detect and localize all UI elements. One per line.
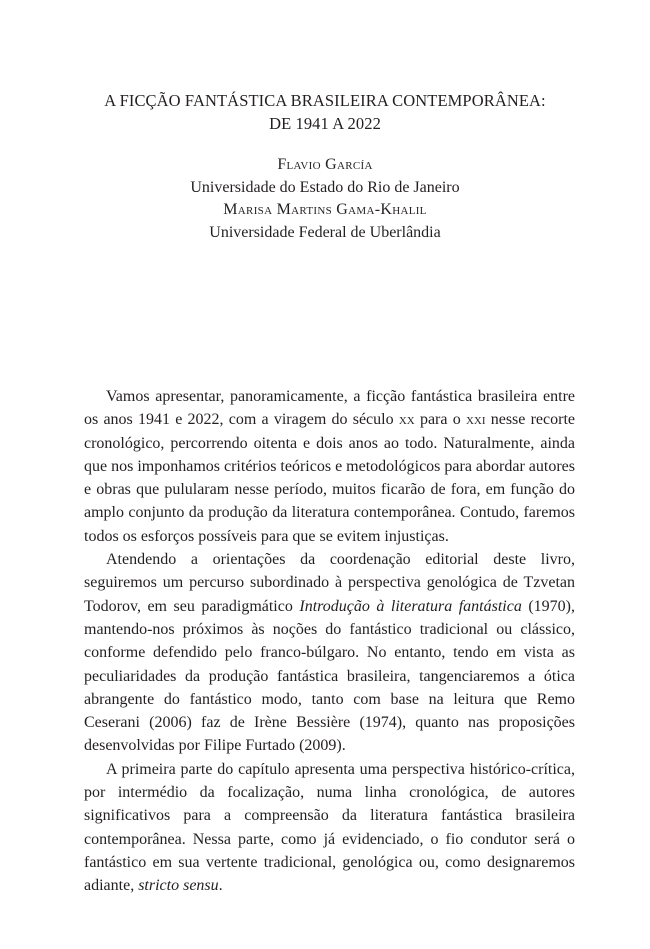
century-numeral: xxi [465, 411, 486, 429]
chapter-title-line-1: A FICÇÃO FANTÁSTICA BRASILEIRA CONTEMPORÂNEA: [104, 91, 546, 110]
text-run: para o [414, 411, 466, 429]
book-title: Introdução à literatura fantástica [299, 597, 522, 615]
author-name: Marisa Martins Gama-Khalil [223, 201, 427, 218]
text-run: A primeira parte do capítulo apresenta uma perspectiva histórico-crítica, por intermédio da focalização, numa linha cronológica, de autores significativos para a compreensão da literatura fantástica brasileira contemporânea. Nessa parte, como já evidenciado, o fio condutor será o fantástico em sua vertente tradicional, genológica ou, como designaremos adiante, [84, 760, 575, 895]
body-text [84, 385, 575, 898]
paragraph [84, 758, 575, 898]
text-run: (1970), mantendo-nos próximos às noções do fantástico tradicional ou clássico, conforme defendido pelo franco-búlgaro. No entanto, tendo em vista as peculiaridades da produção fantástica brasileira, tangenciaremos a ótica abrangente do fantástico modo, tanto com base na leitura que Remo Ceserani (2006) faz de Irène Bessière (1974), quanto nas proposições desenvolvidas por Filipe Furtado (2009). [84, 597, 576, 755]
author-affiliation: Universidade Federal de Uberlândia [209, 223, 441, 241]
author-name: Flavio García [277, 156, 373, 173]
paragraph [84, 385, 575, 548]
text-run: Vamos apresentar, panoramicamente, a ficção fantástica brasileira entre os anos 1941 e 2022, com a viragem do século [84, 388, 575, 429]
author-block [60, 154, 590, 244]
text-run: Atendendo a orientações da coordenação editorial deste livro, seguiremos um percurso subordinado à perspectiva genológica de Tzvetan Todorov, em seu paradigmático [84, 551, 575, 615]
text-run: . [218, 877, 223, 895]
italic-term: stricto sensu [138, 877, 219, 895]
text-run: nesse recorte cronológico, percorrendo oitenta e dois anos ao todo. Naturalmente, ainda que nos imponhamos critérios teóricos e metodológicos para abordar autores e obras que pulularam nesse período, muitos ficarão de fora, em função do amplo conjunto da produção da literatura contemporânea. Contudo, faremos todos os esforços possíveis para que se evitem injustiças. [84, 411, 576, 545]
author-affiliation: Universidade do Estado do Rio de Janeiro [190, 178, 460, 196]
paragraph [84, 548, 575, 758]
century-numeral: xx [398, 411, 415, 429]
chapter-title-line-2: DE 1941 A 2022 [269, 114, 381, 133]
chapter-title [60, 89, 590, 135]
